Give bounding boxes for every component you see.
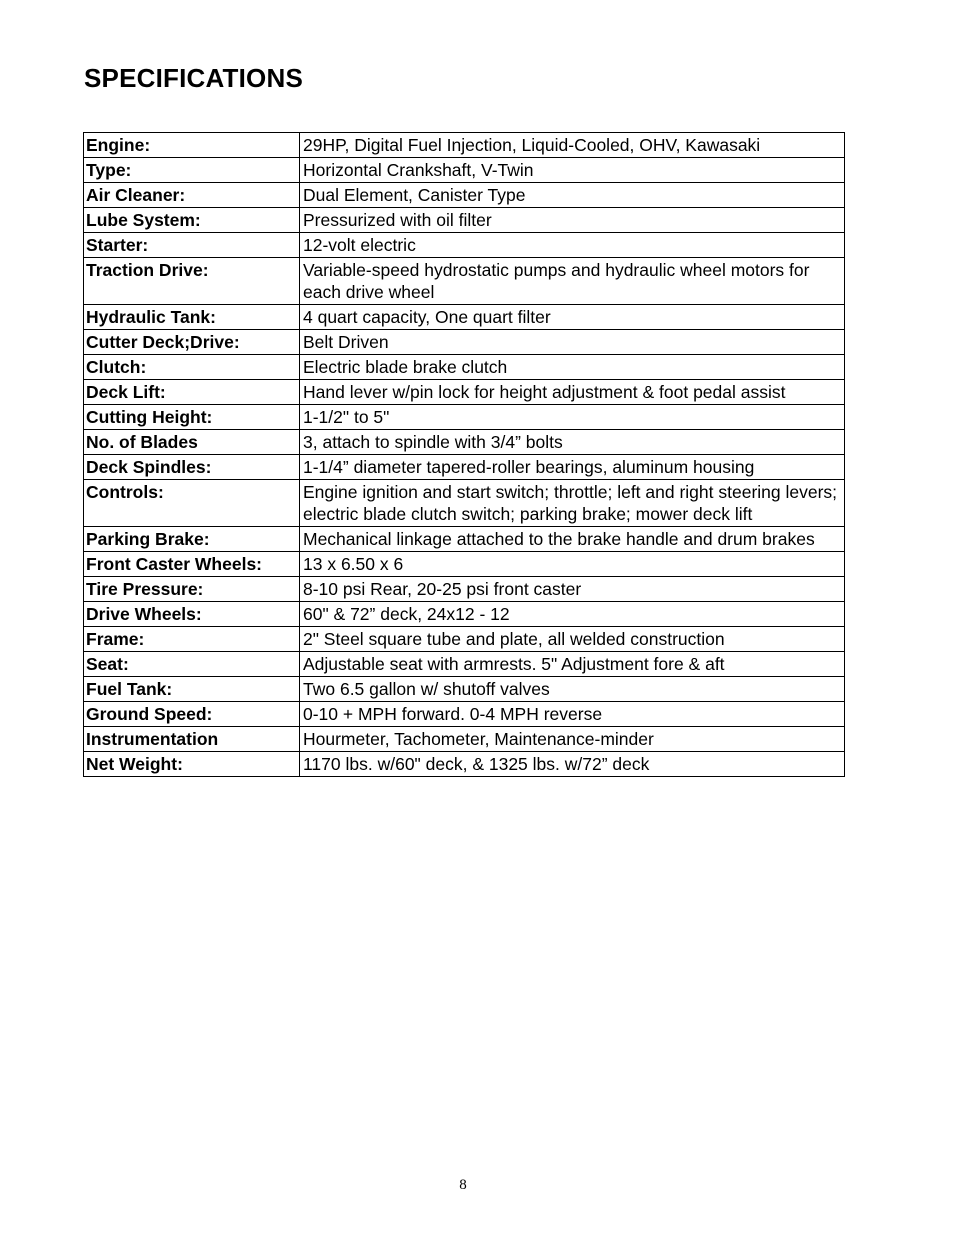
spec-label: Deck Lift:	[84, 380, 300, 405]
spec-label: No. of Blades	[84, 430, 300, 455]
spec-label: Ground Speed:	[84, 702, 300, 727]
table-row	[84, 455, 845, 480]
spec-label: Parking Brake:	[84, 527, 300, 552]
spec-label: Type:	[84, 158, 300, 183]
spec-value: Mechanical linkage attached to the brake handle and drum brakes	[300, 527, 845, 552]
spec-label: Net Weight:	[84, 752, 300, 777]
spec-value: 1-1/2" to 5"	[300, 405, 845, 430]
table-row	[84, 527, 845, 552]
table-row	[84, 752, 845, 777]
table-row	[84, 602, 845, 627]
table-row	[84, 380, 845, 405]
spec-label: Seat:	[84, 652, 300, 677]
spec-label: Instrumentation	[84, 727, 300, 752]
page-title: SPECIFICATIONS	[84, 63, 304, 93]
table-row	[84, 702, 845, 727]
spec-label: Controls:	[84, 480, 300, 527]
spec-value: 13 x 6.50 x 6	[300, 552, 845, 577]
table-row	[84, 133, 845, 158]
table-row	[84, 552, 845, 577]
table-row	[84, 405, 845, 430]
spec-label: Traction Drive:	[84, 258, 300, 305]
spec-value: 3, attach to spindle with 3/4” bolts	[300, 430, 845, 455]
spec-value: Hourmeter, Tachometer, Maintenance-minder	[300, 727, 845, 752]
spec-value: Adjustable seat with armrests. 5" Adjustment fore & aft	[300, 652, 845, 677]
spec-value: Electric blade brake clutch	[300, 355, 845, 380]
spec-value: 1170 lbs. w/60" deck, & 1325 lbs. w/72” deck	[300, 752, 845, 777]
table-row	[84, 677, 845, 702]
spec-value: 0-10 + MPH forward. 0-4 MPH reverse	[300, 702, 845, 727]
table-row	[84, 158, 845, 183]
table-row	[84, 305, 845, 330]
spec-label: Frame:	[84, 627, 300, 652]
spec-value: 29HP, Digital Fuel Injection, Liquid-Cooled, OHV, Kawasaki	[300, 133, 845, 158]
table-row	[84, 727, 845, 752]
spec-label: Fuel Tank:	[84, 677, 300, 702]
spec-value: 8-10 psi Rear, 20-25 psi front caster	[300, 577, 845, 602]
spec-value: 60" & 72” deck, 24x12 - 12	[300, 602, 845, 627]
spec-label: Deck Spindles:	[84, 455, 300, 480]
spec-label: Cutter Deck;Drive:	[84, 330, 300, 355]
table-row	[84, 183, 845, 208]
spec-label: Air Cleaner:	[84, 183, 300, 208]
spec-value: Dual Element, Canister Type	[300, 183, 845, 208]
spec-label: Engine:	[84, 133, 300, 158]
spec-label: Drive Wheels:	[84, 602, 300, 627]
spec-value: Belt Driven	[300, 330, 845, 355]
table-row	[84, 258, 845, 305]
spec-label: Starter:	[84, 233, 300, 258]
specifications-table	[83, 132, 845, 777]
spec-label: Cutting Height:	[84, 405, 300, 430]
spec-value: 1-1/4” diameter tapered-roller bearings, aluminum housing	[300, 455, 845, 480]
table-row	[84, 430, 845, 455]
spec-label: Tire Pressure:	[84, 577, 300, 602]
page-number: 8	[459, 1177, 467, 1193]
spec-value: Hand lever w/pin lock for height adjustment & foot pedal assist	[300, 380, 845, 405]
spec-value: 2" Steel square tube and plate, all welded construction	[300, 627, 845, 652]
spec-label: Lube System:	[84, 208, 300, 233]
spec-value: Pressurized with oil filter	[300, 208, 845, 233]
table-row	[84, 627, 845, 652]
spec-value: 4 quart capacity, One quart filter	[300, 305, 845, 330]
table-row	[84, 208, 845, 233]
spec-value: Variable-speed hydrostatic pumps and hydraulic wheel motors for each drive wheel	[300, 258, 845, 305]
spec-value: Horizontal Crankshaft, V-Twin	[300, 158, 845, 183]
spec-value: Two 6.5 gallon w/ shutoff valves	[300, 677, 845, 702]
specifications-table-body	[84, 133, 845, 777]
table-row	[84, 355, 845, 380]
spec-label: Hydraulic Tank:	[84, 305, 300, 330]
spec-label: Front Caster Wheels:	[84, 552, 300, 577]
table-row	[84, 480, 845, 527]
table-row	[84, 652, 845, 677]
spec-value: 12-volt electric	[300, 233, 845, 258]
spec-value: Engine ignition and start switch; throttle; left and right steering levers; electric blade clutch switch; parking brake; mower deck lift	[300, 480, 845, 527]
table-row	[84, 330, 845, 355]
table-row	[84, 233, 845, 258]
spec-label: Clutch:	[84, 355, 300, 380]
table-row	[84, 577, 845, 602]
